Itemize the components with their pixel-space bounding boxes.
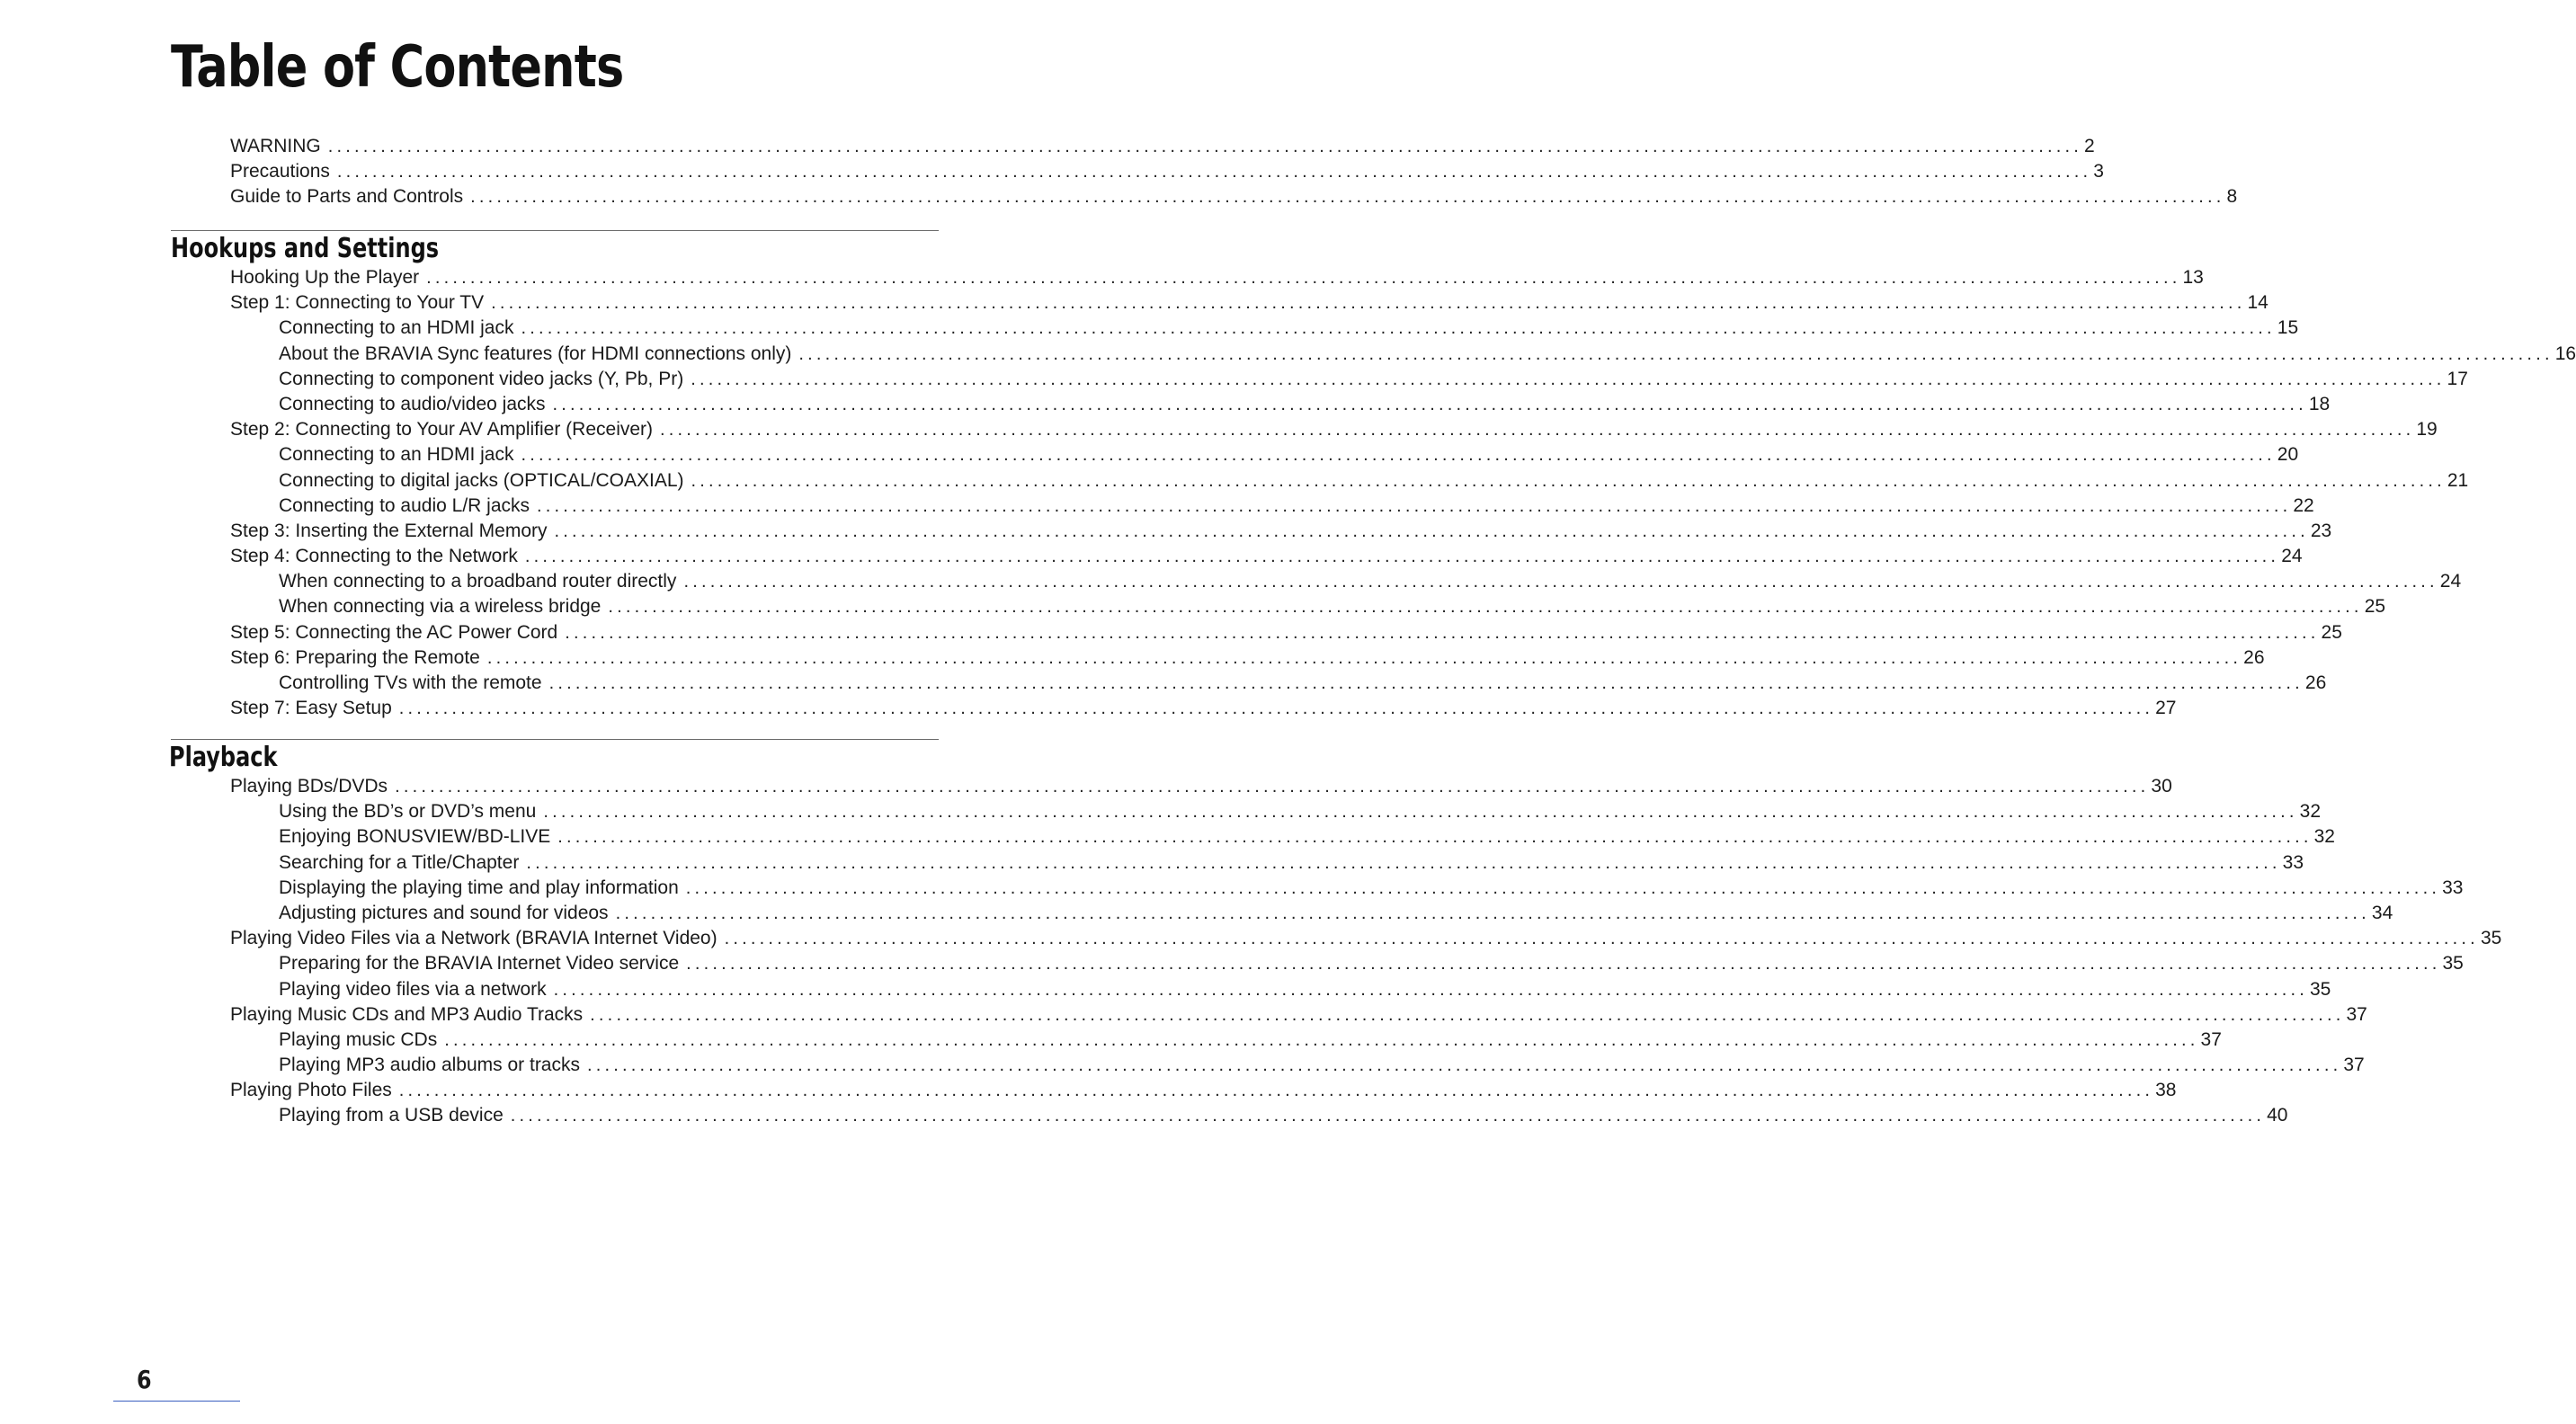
toc-entry-label: Step 6: Preparing the Remote [230, 646, 480, 668]
dot-leader: ........................................................................................................................................................................................................ [336, 162, 2092, 182]
dot-leader: ........................................................................................................................................................................................................ [548, 673, 2304, 693]
toc-entry-label: Playing Video Files via a Network (BRAVIA Internet Video) [230, 928, 718, 949]
toc-entry-label: Step 2: Connecting to Your AV Amplifier (Receiver) [230, 419, 654, 441]
toc-entry[interactable] [230, 953, 2464, 978]
toc-entry-label: About the BRAVIA Sync features (for HDMI connections only) [279, 343, 792, 364]
toc-entry[interactable] [230, 978, 2331, 1004]
toc-entry-label: Connecting to an HDMI jack [279, 317, 514, 339]
toc-entry-page: 32 [2313, 826, 2335, 848]
dot-leader: ........................................................................................................................................................................................................ [590, 1004, 2345, 1025]
toc-entry[interactable] [230, 368, 2468, 394]
toc-entry-label: Step 7: Easy Setup [230, 698, 392, 719]
toc-entry-page: 38 [2155, 1080, 2177, 1101]
dot-leader: ........................................................................................................................................................................................................ [470, 187, 2225, 208]
toc-entry[interactable] [230, 393, 2331, 419]
dot-leader: ........................................................................................................................................................................................................ [526, 852, 2281, 873]
dot-leader: ........................................................................................................................................................................................................ [691, 470, 2446, 491]
dot-leader: ........................................................................................................................................................................................................ [327, 137, 2083, 156]
dot-leader: ........................................................................................................................................................................................................ [554, 521, 2309, 541]
toc-entry-label: Controlling TVs with the remote [279, 672, 542, 693]
toc-entry[interactable] [230, 928, 2502, 953]
toc-entry-label: Step 1: Connecting to Your TV [230, 292, 485, 314]
toc-entry[interactable] [230, 1003, 2367, 1029]
toc-entry-label: WARNING [230, 136, 321, 156]
toc-entry-page: 27 [2155, 698, 2177, 719]
dot-leader: ........................................................................................................................................................................................................ [557, 827, 2313, 848]
toc-entry-label: Playing from a USB device [279, 1105, 504, 1126]
dot-leader: ........................................................................................................................................................................................................ [426, 268, 2181, 288]
toc-entry[interactable] [230, 877, 2464, 903]
toc-entry[interactable] [230, 343, 2576, 369]
dot-leader: ........................................................................................................................................................................................................ [660, 420, 2415, 441]
toc-entry[interactable] [230, 267, 2204, 292]
toc-entry-page: 26 [2304, 672, 2327, 693]
dot-leader: ........................................................................................................................................................................................................ [724, 929, 2479, 949]
section-heading-playback: Playback [169, 742, 278, 773]
toc-entry-page: 33 [2282, 851, 2304, 873]
toc-entry-label: Connecting to component video jacks (Y, Pb, Pr) [279, 368, 684, 389]
toc-entry-label: Playing music CDs [279, 1028, 438, 1050]
toc-entry-page: 18 [2308, 393, 2331, 414]
toc-entry[interactable] [230, 571, 2462, 596]
toc-entry[interactable] [230, 161, 2104, 186]
toc-entry[interactable] [230, 826, 2335, 851]
dot-leader: ........................................................................................................................................................................................................ [491, 293, 2246, 314]
toc-entry-page: 37 [2200, 1028, 2222, 1050]
dot-leader: ........................................................................................................................................................................................................ [395, 777, 2150, 797]
toc-entry-page: 26 [2243, 646, 2265, 668]
dot-leader: ........................................................................................................................................................................................................ [521, 318, 2276, 339]
dot-leader: ........................................................................................................................................................................................................ [524, 547, 2280, 567]
dot-leader: ........................................................................................................................................................................................................ [686, 954, 2441, 975]
toc-hookups-list [230, 267, 2576, 723]
toc-entry[interactable] [230, 776, 2172, 801]
page-number: 6 [137, 1365, 152, 1394]
toc-entry-label: Adjusting pictures and sound for videos [279, 902, 609, 923]
dot-leader: ........................................................................................................................................................................................................ [615, 903, 2370, 923]
toc-entry[interactable] [230, 444, 2299, 469]
toc-entry-label: Connecting to audio/video jacks [279, 393, 546, 414]
toc-entry-page: 40 [2267, 1105, 2288, 1126]
toc-entry-page: 13 [2182, 267, 2204, 288]
toc-entry[interactable] [230, 520, 2332, 546]
toc-entry-page: 34 [2371, 902, 2393, 923]
toc-entry[interactable] [230, 851, 2304, 877]
section-divider [171, 739, 939, 740]
dot-leader: ........................................................................................................................................................................................................ [553, 979, 2308, 1000]
toc-entry-page: 2 [2084, 136, 2095, 156]
toc-entry-label: Guide to Parts and Controls [230, 186, 464, 208]
toc-entry-page: 19 [2416, 419, 2438, 441]
toc-entry-page: 20 [2277, 444, 2299, 466]
toc-entry-page: 25 [2364, 596, 2386, 618]
toc-entry[interactable] [230, 1055, 2365, 1080]
toc-entry-page: 33 [2442, 877, 2464, 898]
toc-entry[interactable] [230, 621, 2342, 647]
toc-entry-page: 35 [2309, 978, 2331, 1000]
toc-entry[interactable] [230, 1080, 2177, 1105]
toc-entry-page: 3 [2093, 161, 2104, 182]
toc-entry-label: Playing MP3 audio albums or tracks [279, 1055, 580, 1076]
toc-entry[interactable] [230, 317, 2299, 343]
toc-intro-list [230, 136, 2238, 212]
section-divider [171, 230, 939, 231]
toc-entry-page: 25 [2321, 621, 2342, 643]
toc-entry-label: When connecting to a broadband router directly [279, 571, 677, 592]
dot-leader: ........................................................................................................................................................................................................ [685, 877, 2441, 898]
section-heading-hookups: Hookups and Settings [171, 233, 440, 264]
toc-entry-label: Using the BD’s or DVD’s menu [279, 801, 537, 823]
dot-leader: ........................................................................................................................................................................................................ [510, 1106, 2266, 1126]
dot-leader: ........................................................................................................................................................................................................ [486, 647, 2242, 668]
toc-entry-label: Step 5: Connecting the AC Power Cord [230, 621, 558, 643]
toc-entry-page: 37 [2343, 1055, 2365, 1076]
toc-entry-label: Connecting to digital jacks (OPTICAL/COAXIAL) [279, 469, 684, 491]
toc-entry-page: 35 [2442, 953, 2464, 975]
dot-leader: ........................................................................................................................................................................................................ [565, 622, 2320, 643]
toc-playback-list [230, 776, 2502, 1131]
toc-entry-page: 17 [2447, 368, 2468, 389]
toc-entry[interactable] [230, 672, 2327, 698]
dot-leader: ........................................................................................................................................................................................................ [537, 495, 2292, 516]
toc-entry-page: 21 [2447, 469, 2469, 491]
toc-entry[interactable] [230, 801, 2322, 826]
toc-entry-page: 24 [2281, 546, 2303, 567]
dot-leader: ........................................................................................................................................................................................................ [798, 343, 2554, 364]
dot-leader: ........................................................................................................................................................................................................ [552, 394, 2307, 414]
toc-entry[interactable] [230, 186, 2238, 211]
toc-entry-label: Hooking Up the Player [230, 267, 420, 288]
toc-entry-label: Connecting to an HDMI jack [279, 444, 514, 466]
toc-entry[interactable] [230, 419, 2438, 444]
dot-leader: ........................................................................................................................................................................................................ [444, 1029, 2199, 1050]
dot-leader: ........................................................................................................................................................................................................ [521, 445, 2276, 466]
dot-leader: ........................................................................................................................................................................................................ [587, 1055, 2342, 1076]
toc-entry-page: 23 [2310, 520, 2332, 541]
toc-entry[interactable] [230, 902, 2393, 928]
toc-entry-label: Step 4: Connecting to the Network [230, 546, 518, 567]
toc-entry[interactable] [230, 1028, 2222, 1055]
dot-leader: ........................................................................................................................................................................................................ [543, 802, 2298, 823]
toc-entry[interactable] [230, 469, 2469, 495]
footer-rule [113, 1401, 240, 1402]
toc-entry-label: Connecting to audio L/R jacks [279, 494, 530, 516]
toc-entry-label: Playing Photo Files [230, 1080, 392, 1101]
toc-entry[interactable] [230, 1105, 2288, 1130]
toc-entry-page: 32 [2299, 801, 2322, 823]
toc-entry[interactable] [230, 698, 2177, 723]
toc-entry[interactable] [230, 646, 2265, 672]
toc-entry-page: 8 [2226, 186, 2238, 208]
dot-leader: ........................................................................................................................................................................................................ [691, 369, 2446, 389]
toc-entry-page: 35 [2480, 928, 2502, 949]
dot-leader: ........................................................................................................................................................................................................ [608, 597, 2363, 618]
toc-entry[interactable] [230, 292, 2268, 317]
toc-entry-page: 22 [2293, 494, 2314, 516]
toc-entry-page: 16 [2554, 343, 2576, 364]
toc-entry-label: When connecting via a wireless bridge [279, 596, 602, 618]
toc-entry-label: Step 3: Inserting the External Memory [230, 520, 548, 541]
toc-entry-label: Playing video files via a network [279, 978, 547, 1000]
dot-leader: ........................................................................................................................................................................................................ [398, 1081, 2154, 1101]
toc-entry-page: 30 [2151, 776, 2172, 797]
page-title: Table of Contents [171, 34, 624, 101]
toc-entry-label: Searching for a Title/Chapter [279, 851, 520, 873]
toc-entry-page: 15 [2277, 317, 2299, 339]
dot-leader: ........................................................................................................................................................................................................ [398, 699, 2154, 719]
toc-entry-page: 14 [2247, 292, 2268, 314]
dot-leader: ........................................................................................................................................................................................................ [683, 572, 2438, 592]
toc-entry-label: Precautions [230, 161, 330, 182]
toc-entry-label: Displaying the playing time and play information [279, 877, 679, 898]
toc-entry-page: 37 [2346, 1003, 2367, 1025]
toc-entry-label: Enjoying BONUSVIEW/BD-LIVE [279, 826, 551, 848]
toc-entry-page: 24 [2439, 571, 2462, 592]
toc-entry[interactable] [230, 136, 2095, 161]
toc-entry-label: Preparing for the BRAVIA Internet Video service [279, 953, 680, 975]
toc-entry-label: Playing Music CDs and MP3 Audio Tracks [230, 1003, 584, 1025]
toc-entry[interactable] [230, 596, 2386, 621]
toc-entry[interactable] [230, 494, 2314, 521]
toc-entry-label: Playing BDs/DVDs [230, 776, 388, 797]
toc-entry[interactable] [230, 546, 2303, 571]
